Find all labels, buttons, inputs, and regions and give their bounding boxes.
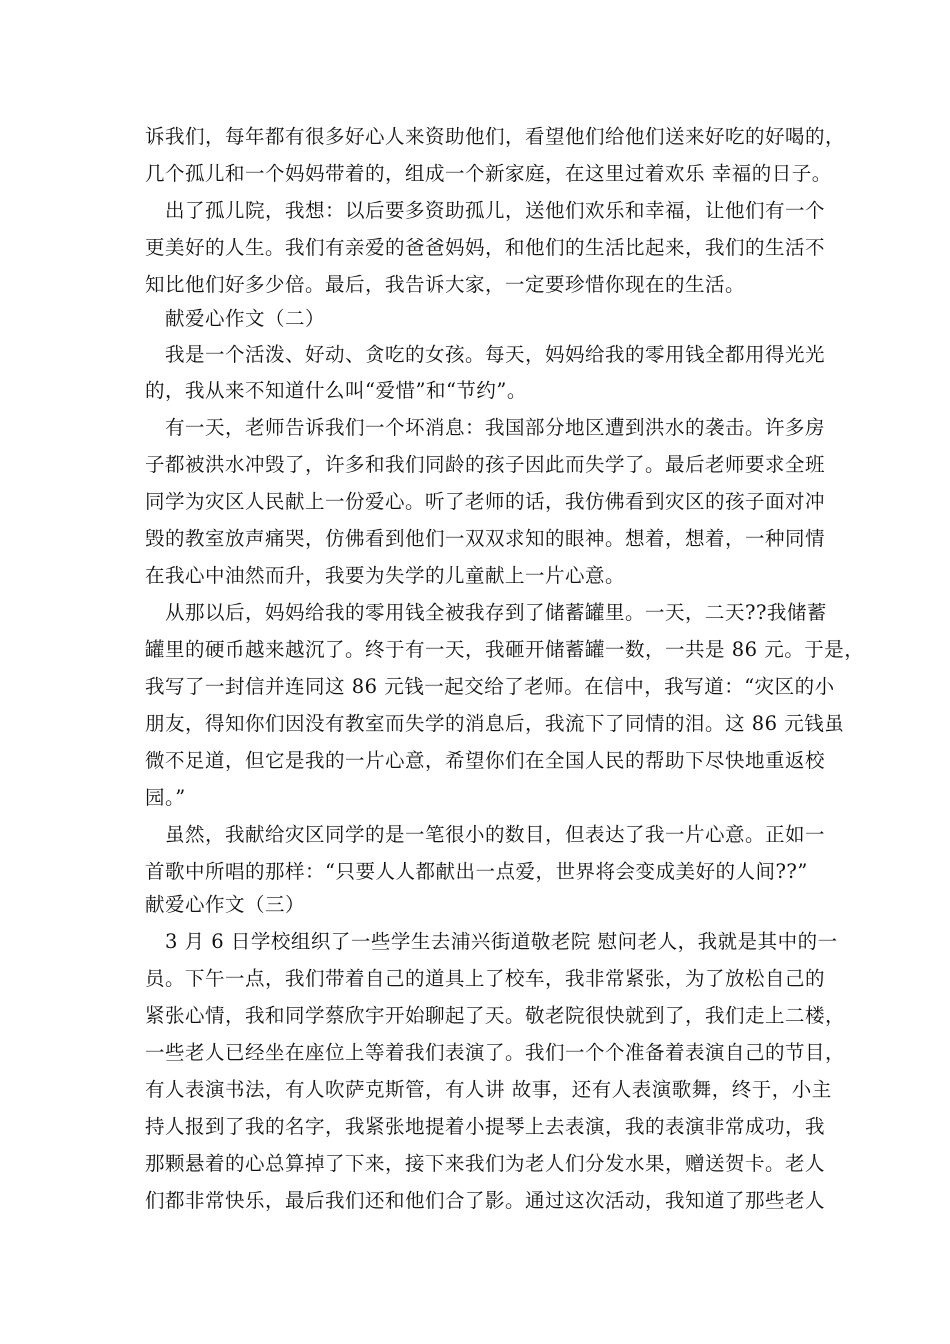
- text-line: 微不足道，但它是我的一片心意，希望你们在全国人民的帮助下尽快地重返校: [145, 749, 826, 772]
- text-line: 首歌中所唱的那样：“只要人人都献出一点爱，世界将会变成美好的人间??”: [145, 860, 808, 883]
- section-heading: 献爱心作文（三）: [145, 893, 306, 916]
- text-line: 一些老人已经坐在座位上等着我们表演了。我们一个个准备着表演自己的节目，: [145, 1041, 846, 1064]
- text-line: 那颗悬着的心总算掉了下来，接下来我们为老人们分发水果，赠送贺卡。老人: [145, 1152, 826, 1175]
- text-line: 从那以后，妈妈给我的零用钱全被我存到了储蓄罐里。一天，二天??我储蓄: [145, 601, 827, 624]
- text-line: 虽然，我献给灾区同学的是一笔很小的数目，但表达了我一片心意。正如一: [145, 823, 826, 846]
- text-line: 紧张心情，我和同学蔡欣宇开始聊起了天。敬老院很快就到了，我们走上二楼，: [145, 1004, 846, 1027]
- text-line: 园。”: [145, 786, 186, 809]
- text-line: 毁的教室放声痛哭，仿佛看到他们一双双求知的眼神。想着，想着，一种同情: [145, 527, 826, 550]
- text-line: 持人报到了我的名字，我紧张地提着小提琴上去表演，我的表演非常成功，我: [145, 1115, 826, 1138]
- text-line: 几个孤儿和一个妈妈带着的，组成一个新家庭，在这里过着欢乐 幸福的日子。: [145, 162, 832, 185]
- text-line: 的，我从来不知道什么叫“爱惜”和“节约”。: [145, 379, 527, 402]
- text-line: 我写了一封信并连同这 86 元钱一起交给了老师。在信中，我写道：“灾区的小: [145, 675, 835, 698]
- text-line: 们都非常快乐，最后我们还和他们合了影。通过这次活动，我知道了那些老人: [145, 1189, 826, 1212]
- text-line: 在我心中油然而升，我要为失学的儿童献上一片心意。: [145, 564, 626, 587]
- text-line: 知比他们好多少倍。最后，我告诉大家，一定要珍惜你现在的生活。: [145, 273, 746, 296]
- text-line: 3 月 6 日学校组织了一些学生去浦兴街道敬老院 慰问老人，我就是其中的一: [145, 930, 838, 953]
- text-line: 诉我们，每年都有很多好心人来资助他们，看望他们给他们送来好吃的好喝的，: [145, 125, 846, 148]
- text-line: 朋友，得知你们因没有教室而失学的消息后，我流下了同情的泪。这 86 元钱虽: [145, 712, 845, 735]
- text-line: 更美好的人生。我们有亲爱的爸爸妈妈，和他们的生活比起来，我们的生活不: [145, 236, 826, 259]
- text-line: 同学为灾区人民献上一份爱心。听了老师的话，我仿佛看到灾区的孩子面对冲: [145, 490, 826, 513]
- text-line: 子都被洪水冲毁了，许多和我们同龄的孩子因此而失学了。最后老师要求全班: [145, 453, 826, 476]
- text-line: 出了孤儿院，我想：以后要多资助孤儿，送他们欢乐和幸福，让他们有一个: [145, 199, 826, 222]
- text-line: 我是一个活泼、好动、贪吃的女孩。每天，妈妈给我的零用钱全都用得光光: [145, 343, 826, 366]
- text-line: 员。下午一点，我们带着自己的道具上了校车，我非常紧张，为了放松自己的: [145, 967, 826, 990]
- text-line: 罐里的硬币越来越沉了。终于有一天，我砸开储蓄罐一数，一共是 86 元。于是，: [145, 638, 865, 661]
- text-line: 有人表演书法，有人吹萨克斯管，有人讲 故事，还有人表演歌舞，终于，小主: [145, 1078, 832, 1101]
- section-heading: 献爱心作文（二）: [145, 307, 326, 330]
- text-line: 有一天，老师告诉我们一个坏消息：我国部分地区遭到洪水的袭击。许多房: [145, 416, 826, 439]
